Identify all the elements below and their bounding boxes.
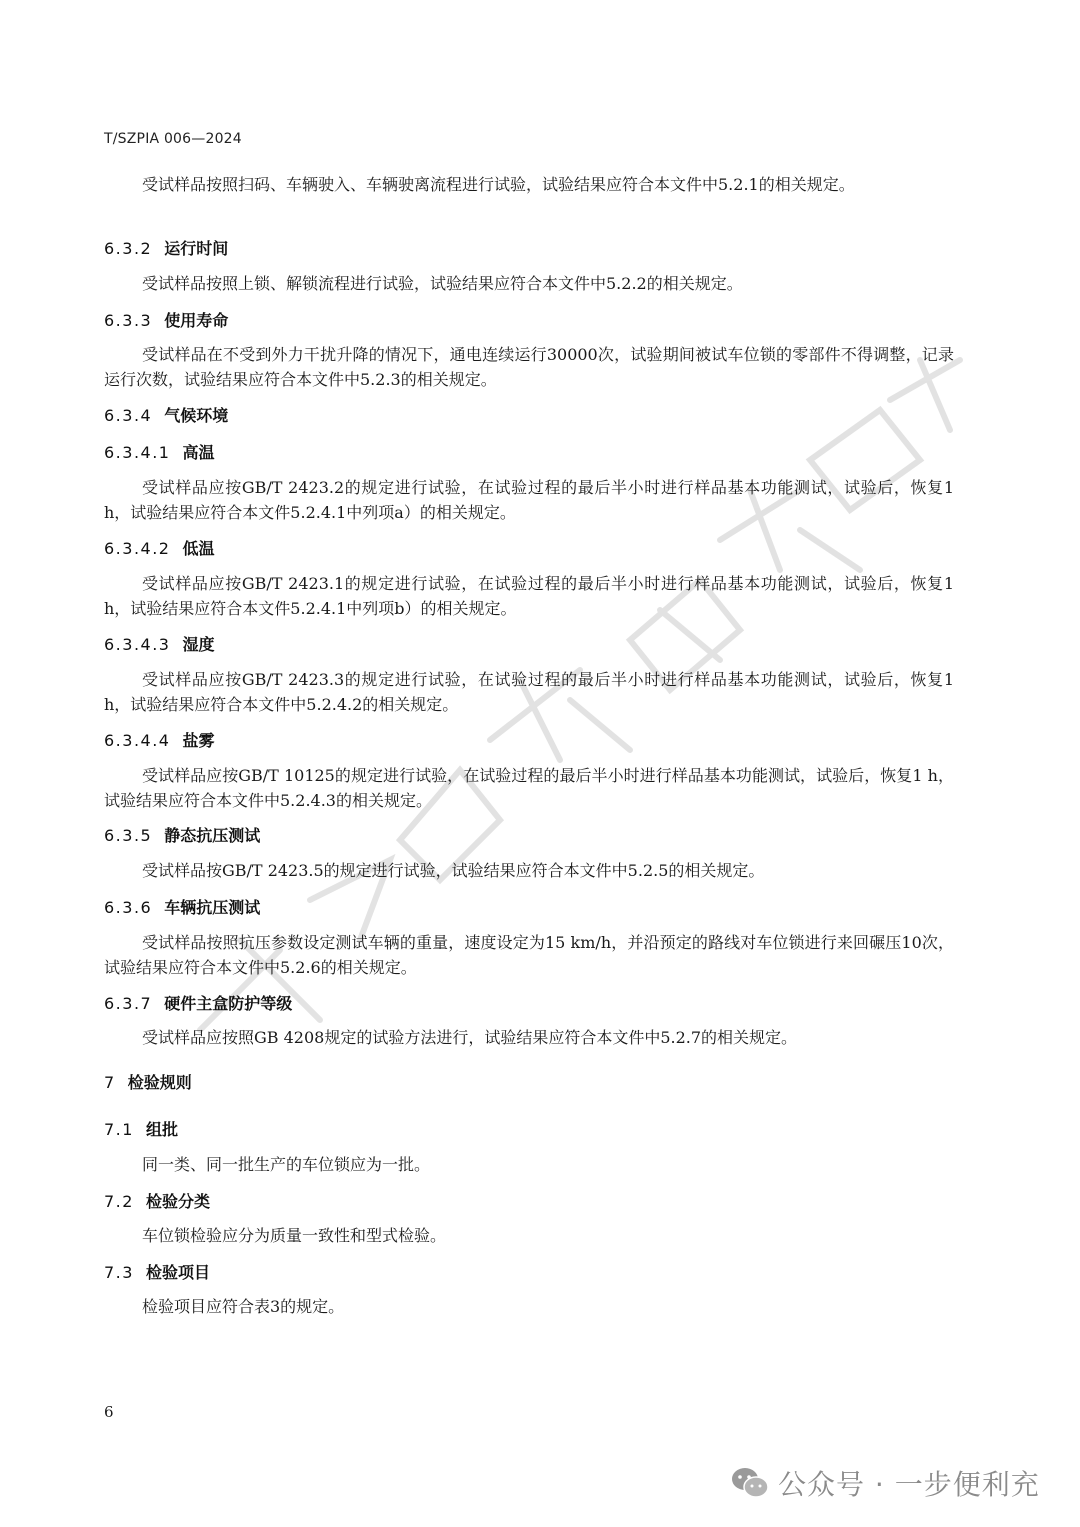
section-heading: [104, 1189, 210, 1214]
section-title: 使用寿命: [164, 311, 229, 330]
section-title: 气候环境: [164, 406, 229, 425]
paragraph: 同一类、同一批生产的车位锁应为一批。: [142, 1155, 431, 1174]
paragraph: 受试样品应按GB/T 2423.2的规定进行试验，在试验过程的最后半小时进行样品基本功能测试，试验后，恢复1 h，试验结果应符合本文件5.2.4.1中列项a）的相关规定。: [104, 478, 954, 522]
paragraph: 受试样品按照扫码、车辆驶入、车辆驶离流程进行试验，试验结果应符合本文件中5.2.1的相关规定。: [142, 175, 855, 194]
section-number: 6.3.4.2: [104, 539, 171, 558]
section-heading: [104, 403, 228, 428]
section-heading: [104, 823, 260, 848]
section-heading: [104, 991, 292, 1016]
paragraph: 受试样品在不受到外力干扰升降的情况下，通电连续运行30000次，试验期间被试车位锁的零部件不得调整，记录运行次数，试验结果应符合本文件中5.2.3的相关规定。: [104, 345, 954, 389]
section-number: 6.3.4.1: [104, 443, 171, 462]
section-number: 6.3.3: [104, 311, 153, 330]
section-title: 盐雾: [182, 731, 215, 750]
chapter-title: 检验规则: [127, 1073, 192, 1092]
paragraph: 车位锁检验应分为质量一致性和型式检验。: [142, 1226, 447, 1245]
section-number: 6.3.6: [104, 898, 153, 917]
section-heading: [104, 1260, 210, 1285]
section-heading: [104, 308, 228, 333]
paragraph: 检验项目应符合表3的规定。: [142, 1297, 345, 1316]
chapter-number: 7: [104, 1073, 116, 1092]
section-title: 湿度: [182, 635, 215, 654]
section-number: 6.3.7: [104, 994, 153, 1013]
section-number: 7.3: [104, 1263, 134, 1282]
section-title: 硬件主盒防护等级: [164, 994, 293, 1013]
paragraph: 受试样品应按GB/T 2423.3的规定进行试验，在试验过程的最后半小时进行样品基本功能测试，试验后，恢复1 h，试验结果应符合本文件中5.2.4.2的相关规定。: [104, 670, 954, 714]
section-title: 低温: [182, 539, 215, 558]
document-code: T/SZPIA 006—2024: [104, 131, 242, 147]
section-heading: [104, 632, 215, 657]
paragraph: 受试样品按照上锁、解锁流程进行试验，试验结果应符合本文件中5.2.2的相关规定。: [142, 274, 743, 293]
section-number: 7.1: [104, 1120, 134, 1139]
section-number: 6.3.4.4: [104, 731, 171, 750]
section-number: 6.3.2: [104, 239, 153, 258]
section-heading: [104, 728, 215, 753]
section-title: 静态抗压测试: [164, 826, 261, 845]
section-number: 7.2: [104, 1192, 134, 1211]
section-title: 车辆抗压测试: [164, 898, 261, 917]
paragraph: 受试样品应按GB/T 10125的规定进行试验，在试验过程的最后半小时进行样品基本功能测试，试验后，恢复1 h，试验结果应符合本文件中5.2.4.3的相关规定。: [104, 766, 954, 810]
section-heading: [104, 536, 215, 561]
section-heading: [104, 236, 228, 261]
section-title: 检验项目: [145, 1263, 210, 1282]
paragraph: 受试样品应按照GB 4208规定的试验方法进行，试验结果应符合本文件中5.2.7的相关规定。: [142, 1028, 798, 1047]
section-title: 高温: [182, 443, 215, 462]
section-number: 6.3.4.3: [104, 635, 171, 654]
paragraph: 受试样品按照抗压参数设定测试车辆的重量，速度设定为15 km/h，并沿预定的路线对车位锁进行来回碾压10次，试验结果应符合本文件中5.2.6的相关规定。: [104, 933, 954, 977]
chapter-heading: [104, 1070, 192, 1095]
page-number: 6: [104, 1403, 114, 1421]
section-heading: [104, 440, 215, 465]
wechat-icon: [730, 1466, 770, 1500]
paragraph: 受试样品按GB/T 2423.5的规定进行试验，试验结果应符合本文件中5.2.5的相关规定。: [142, 861, 765, 880]
section-heading: [104, 1117, 178, 1142]
section-title: 组批: [145, 1120, 178, 1139]
section-number: 6.3.4: [104, 406, 153, 425]
section-heading: [104, 895, 260, 920]
paragraph: 受试样品应按GB/T 2423.1的规定进行试验，在试验过程的最后半小时进行样品基本功能测试，试验后，恢复1 h，试验结果应符合本文件5.2.4.1中列项b）的相关规定。: [104, 574, 954, 618]
section-number: 6.3.5: [104, 826, 153, 845]
section-title: 运行时间: [164, 239, 229, 258]
footer-watermark: [730, 1458, 1040, 1508]
footer-watermark-text: 公众号 · 一步便利充: [778, 1468, 1040, 1501]
section-title: 检验分类: [145, 1192, 210, 1211]
